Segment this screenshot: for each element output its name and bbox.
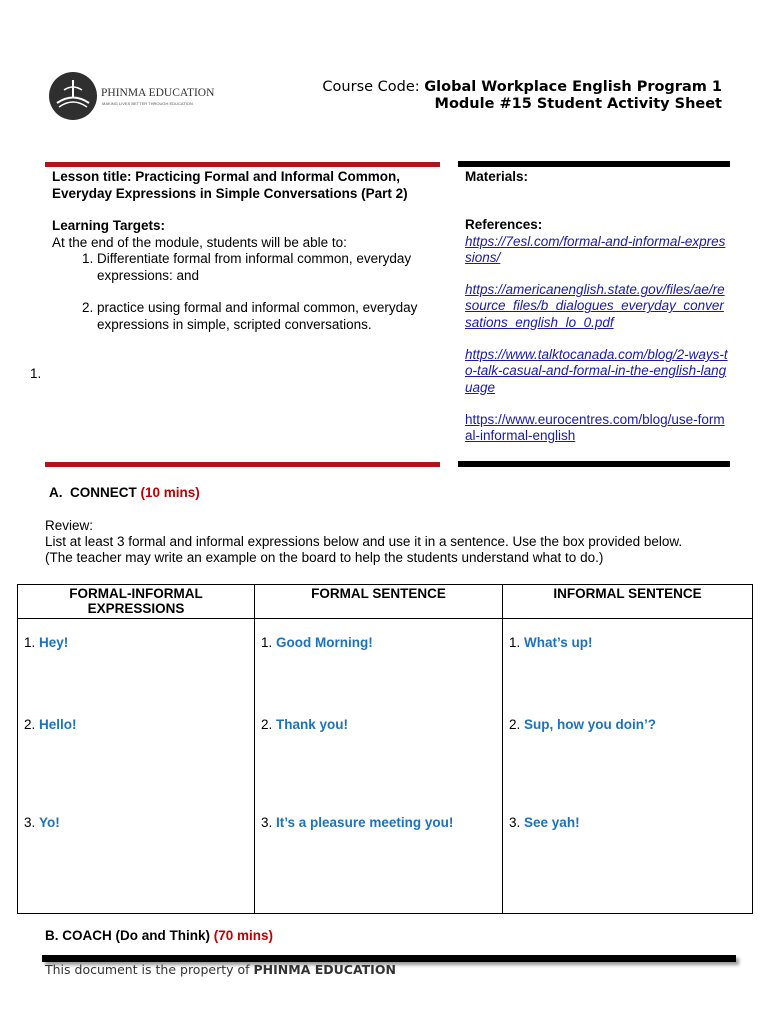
item-number: 2. xyxy=(509,717,521,732)
item-value: Thank you! xyxy=(276,717,349,732)
list-marker: 1. xyxy=(30,366,42,381)
item-number: 2. xyxy=(24,717,36,732)
item-value: See yah! xyxy=(524,815,580,830)
learning-targets-list xyxy=(52,251,432,333)
table-entry xyxy=(509,635,593,650)
logo-tagline: MAKING LIVES BETTER THROUGH EDUCATION xyxy=(102,101,193,106)
course-header xyxy=(322,79,722,113)
lesson-top-rule xyxy=(45,162,440,167)
lesson-bottom-rule xyxy=(45,462,440,467)
reference-link[interactable]: https://7esl.com/formal-and-informal-expressions/ xyxy=(465,233,726,265)
connect-instructions xyxy=(45,518,745,566)
column-header: FORMAL SENTENCE xyxy=(255,585,503,619)
lesson-panel xyxy=(52,169,432,333)
table-entry xyxy=(24,815,60,830)
table-entry xyxy=(509,815,580,830)
column-header: FORMAL-INFORMAL EXPRESSIONS xyxy=(18,585,255,619)
module-title: Module #15 Student Activity Sheet xyxy=(434,96,722,112)
table-entry xyxy=(24,635,68,650)
materials-bottom-rule xyxy=(458,461,730,467)
lesson-title: Lesson title: Practicing Formal and Informal Common, Everyday Expressions in Simple Conversations (Part 2) xyxy=(52,169,408,201)
item-number: 3. xyxy=(509,815,521,830)
course-code: Global Workplace English Program 1 xyxy=(424,79,722,95)
item-value: Hello! xyxy=(39,717,77,732)
table-cell xyxy=(503,619,753,914)
review-instruction: List at least 3 formal and informal expressions below and use it in a sentence. Use the box provided below. xyxy=(45,534,683,549)
logo-name: PHINMA EDUCATION xyxy=(101,87,215,99)
materials-heading: Materials: xyxy=(465,169,529,184)
coach-title: B. COACH (Do and Think) xyxy=(45,928,214,943)
review-note: (The teacher may write an example on the board to help the students understand what to do.) xyxy=(45,550,604,565)
learning-targets-intro: At the end of the module, students will be able to: xyxy=(52,234,347,250)
item-number: 2. xyxy=(261,717,273,732)
table-cell xyxy=(18,619,255,914)
item-value: Yo! xyxy=(39,815,60,830)
reference-link[interactable]: https://www.eurocentres.com/blog/use-formal-informal-english xyxy=(465,411,725,444)
reference-link[interactable]: https://americanenglish.state.gov/files/ae/resource_files/b_dialogues_everyday_conversations_english_lo_0.pdf xyxy=(465,282,725,330)
learning-targets-heading: Learning Targets: xyxy=(52,218,166,233)
column-header: INFORMAL SENTENCE xyxy=(503,585,753,619)
coach-time: (70 mins) xyxy=(213,928,274,943)
expressions-table xyxy=(17,584,753,914)
table-entry xyxy=(261,635,373,650)
item-number: 3. xyxy=(24,815,36,830)
item-number: 1. xyxy=(24,635,36,650)
coach-heading xyxy=(45,928,273,943)
reference-link[interactable]: https://www.talktocanada.com/blog/2-ways-to-talk-casual-and-formal-in-the-english-language xyxy=(465,347,728,395)
footer-text xyxy=(45,962,396,977)
connect-heading xyxy=(49,485,200,500)
item-value: Sup, how you doin’? xyxy=(524,717,657,732)
table-entry xyxy=(261,717,348,732)
item-number: 1. xyxy=(509,635,521,650)
footer-owner: PHINMA EDUCATION xyxy=(253,962,396,977)
table-entry xyxy=(509,717,656,732)
table-row xyxy=(18,619,753,914)
footer-prefix: This document is the property of xyxy=(45,962,254,977)
course-label: Course Code: xyxy=(322,79,425,95)
learning-target: 2. practice using formal and informal common, everyday expressions in simple, scripted conversations. xyxy=(97,300,432,333)
table-cell xyxy=(255,619,503,914)
materials-top-rule xyxy=(458,161,730,167)
footer-rule xyxy=(42,955,736,962)
connect-title: A. CONNECT xyxy=(49,485,141,500)
materials-panel xyxy=(465,169,730,445)
references-heading: References: xyxy=(465,217,543,233)
item-value: It’s a pleasure meeting you! xyxy=(276,815,454,830)
item-number: 3. xyxy=(261,815,273,830)
item-value: Good Morning! xyxy=(276,635,373,650)
review-label: Review: xyxy=(45,518,94,533)
item-number: 1. xyxy=(261,635,273,650)
table-entry xyxy=(261,815,453,830)
item-value: Hey! xyxy=(39,635,69,650)
connect-time: (10 mins) xyxy=(140,485,200,500)
learning-target: 1. Differentiate formal from informal common, everyday expressions: and xyxy=(97,251,432,284)
item-value: What’s up! xyxy=(524,635,593,650)
phinma-logo xyxy=(48,70,218,124)
table-header-row xyxy=(18,585,753,619)
table-entry xyxy=(24,717,77,732)
